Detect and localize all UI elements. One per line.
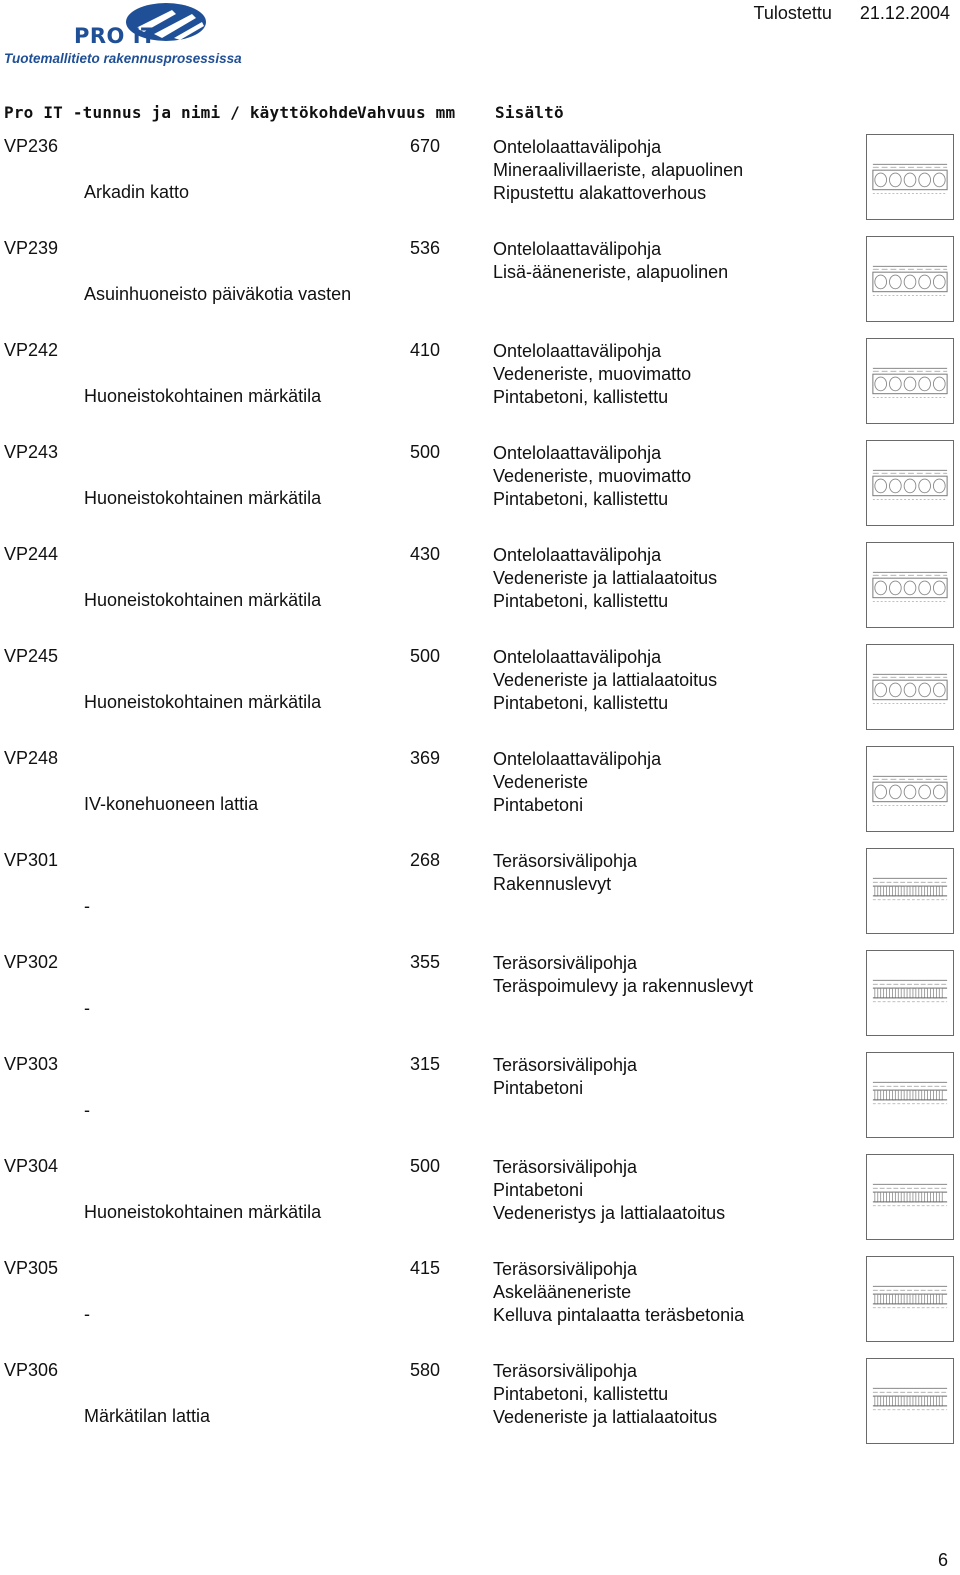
content-line: Lisä-ääneneriste, alapuolinen <box>493 262 729 282</box>
table-row <box>0 442 960 544</box>
steel-joist-slab-icon <box>867 1257 953 1341</box>
structure-thumbnail <box>866 1154 954 1240</box>
hollow-core-slab-icon <box>867 339 953 423</box>
structure-content <box>493 646 717 715</box>
structure-use: - <box>84 998 90 1018</box>
structure-content <box>493 850 637 896</box>
content-line: Kelluva pintalaatta teräsbetonia <box>493 1305 745 1325</box>
content-line: Pintabetoni, kallistettu <box>493 693 669 713</box>
structure-thickness: 268 <box>410 850 441 870</box>
structure-code: VP243 <box>4 442 59 462</box>
structure-code: VP242 <box>4 340 59 360</box>
table-row <box>0 238 960 340</box>
structure-thickness: 500 <box>410 646 441 666</box>
content-line: Ontelolaattavälipohja <box>493 137 662 157</box>
structure-thumbnail <box>866 1358 954 1444</box>
content-line: Teräsorsivälipohja <box>493 1157 638 1177</box>
content-line: Mineraalivillaeriste, alapuolinen <box>493 160 744 180</box>
table-row <box>0 1360 960 1462</box>
structure-thickness: 415 <box>410 1258 441 1278</box>
structure-code: VP236 <box>4 136 59 156</box>
table-row <box>0 850 960 952</box>
content-line: Teräsorsivälipohja <box>493 1361 638 1381</box>
structure-thumbnail <box>866 644 954 730</box>
print-info <box>754 3 950 24</box>
content-line: Vedeneriste, muovimatto <box>493 466 692 486</box>
structure-code: VP248 <box>4 748 59 768</box>
structure-use: Huoneistokohtainen märkätila <box>84 1202 322 1222</box>
content-line: Ontelolaattavälipohja <box>493 545 662 565</box>
logo-wordmark: PRO IT <box>74 24 156 48</box>
content-line: Ripustettu alakattoverhous <box>493 183 707 203</box>
structure-thumbnail <box>866 542 954 628</box>
column-header-thickness: Vahvuus mm <box>357 103 456 122</box>
structure-code: VP239 <box>4 238 59 258</box>
structure-thickness: 369 <box>410 748 441 768</box>
content-line: Teräsorsivälipohja <box>493 851 638 871</box>
structure-use: IV-konehuoneen lattia <box>84 794 259 814</box>
structure-content <box>493 1156 725 1225</box>
pro-it-logo <box>4 2 274 70</box>
structure-use: - <box>84 1100 90 1120</box>
table-row <box>0 1156 960 1258</box>
structure-code: VP304 <box>4 1156 59 1176</box>
content-line: Pintabetoni <box>493 1180 584 1200</box>
structure-code: VP301 <box>4 850 59 870</box>
content-line: Pintabetoni, kallistettu <box>493 1384 669 1404</box>
content-line: Teräspoimulevy ja rakennuslevyt <box>493 976 754 996</box>
table-row <box>0 1258 960 1360</box>
floor-structure-list <box>0 136 960 1462</box>
structure-content <box>493 442 691 511</box>
structure-use: - <box>84 896 90 916</box>
structure-content <box>493 136 743 205</box>
structure-code: VP245 <box>4 646 59 666</box>
structure-thumbnail <box>866 440 954 526</box>
content-line: Teräsorsivälipohja <box>493 1055 638 1075</box>
structure-thumbnail <box>866 1052 954 1138</box>
table-row <box>0 340 960 442</box>
structure-thickness: 500 <box>410 1156 441 1176</box>
table-row <box>0 952 960 1054</box>
structure-content <box>493 952 753 998</box>
structure-use: Huoneistokohtainen märkätila <box>84 590 322 610</box>
content-line: Ontelolaattavälipohja <box>493 239 662 259</box>
structure-thumbnail <box>866 950 954 1036</box>
structure-thickness: 355 <box>410 952 441 972</box>
content-line: Vedeneriste ja lattialaatoitus <box>493 568 718 588</box>
content-line: Rakennuslevyt <box>493 874 612 894</box>
structure-thickness: 410 <box>410 340 441 360</box>
content-line: Pintabetoni, kallistettu <box>493 387 669 407</box>
structure-content <box>493 1054 637 1100</box>
content-line: Vedeneriste, muovimatto <box>493 364 692 384</box>
structure-thumbnail <box>866 338 954 424</box>
structure-code: VP306 <box>4 1360 59 1380</box>
structure-thumbnail <box>866 236 954 322</box>
column-header-content: Sisältö <box>495 103 564 122</box>
structure-thickness: 536 <box>410 238 441 258</box>
content-line: Teräsorsivälipohja <box>493 1259 638 1279</box>
structure-use: Asuinhuoneisto päiväkotia vasten <box>84 284 352 304</box>
content-line: Pintabetoni, kallistettu <box>493 489 669 509</box>
structure-thickness: 315 <box>410 1054 441 1074</box>
structure-thickness: 580 <box>410 1360 441 1380</box>
structure-use: Märkätilan lattia <box>84 1406 211 1426</box>
steel-joist-slab-icon <box>867 951 953 1035</box>
structure-thumbnail <box>866 746 954 832</box>
structure-use: Huoneistokohtainen märkätila <box>84 386 322 406</box>
structure-content <box>493 1258 744 1327</box>
printed-label: Tulostettu <box>753 3 832 23</box>
structure-thickness: 670 <box>410 136 441 156</box>
hollow-core-slab-icon <box>867 135 953 219</box>
hollow-core-slab-icon <box>867 237 953 321</box>
content-line: Ontelolaattavälipohja <box>493 443 662 463</box>
content-line: Askelääneneriste <box>493 1282 632 1302</box>
structure-content <box>493 340 691 409</box>
column-header-code-name: Pro IT -tunnus ja nimi / käyttökohde <box>4 103 358 122</box>
structure-use: - <box>84 1304 90 1324</box>
structure-use: Huoneistokohtainen märkätila <box>84 488 322 508</box>
table-row <box>0 748 960 850</box>
structure-use: Huoneistokohtainen märkätila <box>84 692 322 712</box>
hollow-core-slab-icon <box>867 543 953 627</box>
table-row <box>0 136 960 238</box>
content-line: Vedeneriste ja lattialaatoitus <box>493 1407 718 1427</box>
content-line: Vedeneriste <box>493 772 589 792</box>
table-row <box>0 1054 960 1156</box>
hollow-core-slab-icon <box>867 747 953 831</box>
structure-content <box>493 544 717 613</box>
structure-content <box>493 1360 717 1429</box>
steel-joist-slab-icon <box>867 1053 953 1137</box>
steel-joist-slab-icon <box>867 849 953 933</box>
structure-code: VP244 <box>4 544 59 564</box>
table-row <box>0 544 960 646</box>
page-number: 6 <box>937 1550 948 1570</box>
structure-thumbnail <box>866 848 954 934</box>
structure-code: VP303 <box>4 1054 59 1074</box>
structure-thumbnail <box>866 134 954 220</box>
structure-code: VP305 <box>4 1258 59 1278</box>
structure-content <box>493 748 661 817</box>
printed-date: 21.12.2004 <box>859 3 950 23</box>
content-line: Pintabetoni <box>493 1078 584 1098</box>
content-line: Vedeneristys ja lattialaatoitus <box>493 1203 726 1223</box>
structure-content <box>493 238 728 284</box>
content-line: Pintabetoni, kallistettu <box>493 591 669 611</box>
content-line: Pintabetoni <box>493 795 584 815</box>
structure-code: VP302 <box>4 952 59 972</box>
content-line: Ontelolaattavälipohja <box>493 341 662 361</box>
steel-joist-slab-icon <box>867 1359 953 1443</box>
structure-thickness: 430 <box>410 544 441 564</box>
table-row <box>0 646 960 748</box>
structure-thickness: 500 <box>410 442 441 462</box>
content-line: Ontelolaattavälipohja <box>493 647 662 667</box>
logo-subtitle: Tuotemallitieto rakennusprosessissa <box>4 51 242 66</box>
steel-joist-slab-icon <box>867 1155 953 1239</box>
content-line: Teräsorsivälipohja <box>493 953 638 973</box>
hollow-core-slab-icon <box>867 441 953 525</box>
content-line: Vedeneriste ja lattialaatoitus <box>493 670 718 690</box>
structure-thumbnail <box>866 1256 954 1342</box>
structure-use: Arkadin katto <box>84 182 190 202</box>
content-line: Ontelolaattavälipohja <box>493 749 662 769</box>
hollow-core-slab-icon <box>867 645 953 729</box>
